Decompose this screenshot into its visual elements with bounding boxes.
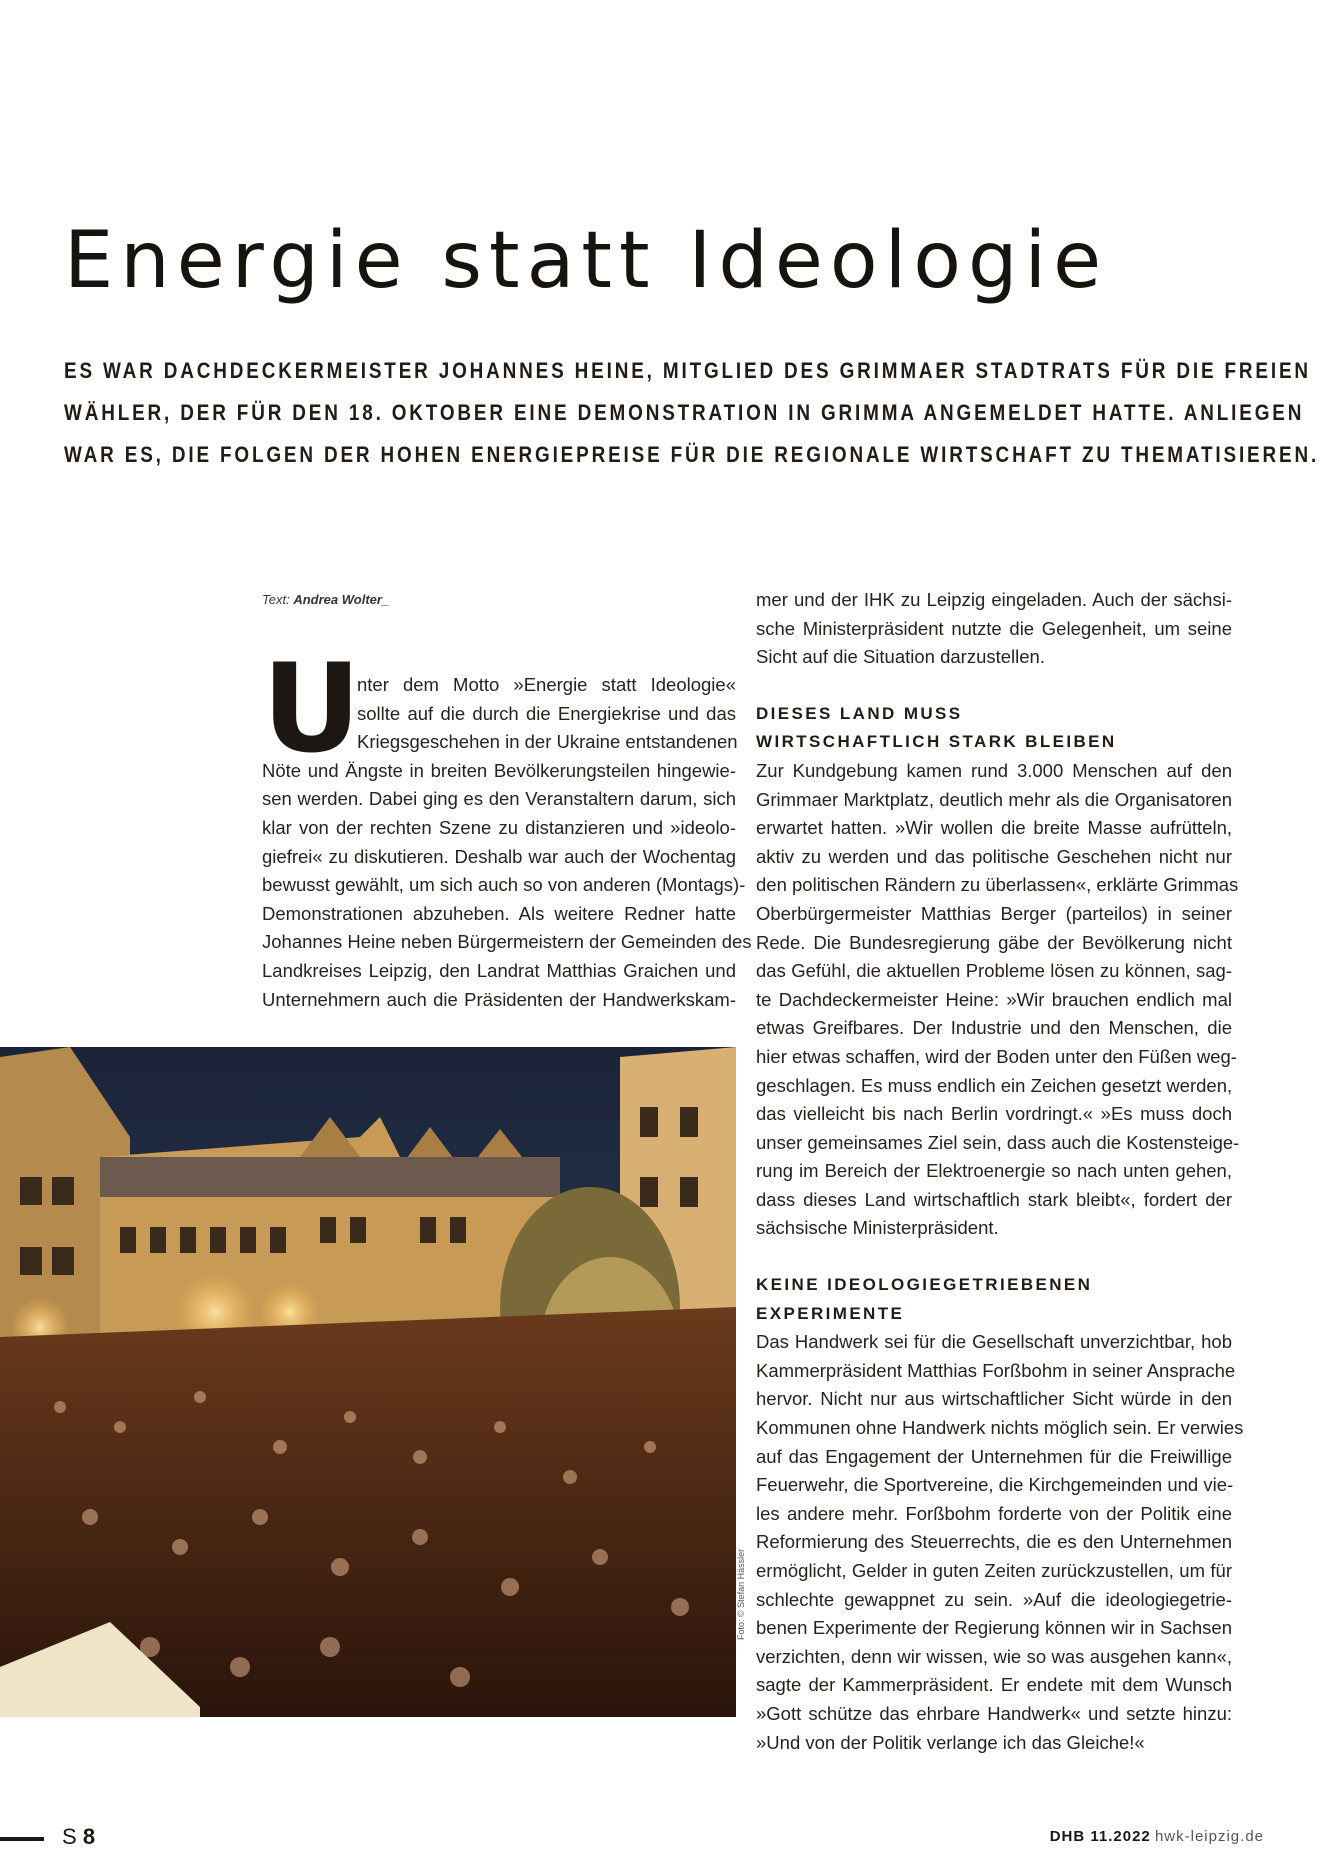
text-line: Johannes Heine neben Bürgermeistern der Gemeinden des xyxy=(262,931,752,953)
byline xyxy=(262,592,389,607)
text-line: Sicht auf die Situation darzustellen. xyxy=(756,646,1045,668)
subheading: DIESES LAND MUSS xyxy=(756,703,963,723)
magazine-issue: DHB 11.2022 xyxy=(1049,1828,1151,1845)
text-line: hervor. Nicht nur aus wirtschaftlicher Sicht würde in den xyxy=(756,1388,1232,1410)
text-line: unser gemeinsames Ziel sein, dass auch die Kostensteige- xyxy=(756,1131,1240,1153)
text-line: mer und der IHK zu Leipzig eingeladen. Auch der sächsi- xyxy=(756,589,1232,610)
text-line: auf das Engagement der Unternehmen für die Freiwillige xyxy=(756,1445,1232,1467)
lead-line: ES WAR DACHDECKERMEISTER JOHANNES HEINE, MITGLIED DES GRIMMAER STADTRATS FÜR DIE FREIEN xyxy=(64,358,1311,383)
footer-rule xyxy=(0,1837,44,1841)
text-line: sächsische Ministerpräsident. xyxy=(756,1217,999,1239)
magazine-footer xyxy=(1050,1828,1264,1845)
page-number xyxy=(62,1824,95,1850)
byline-author: Andrea Wolter_ xyxy=(293,592,390,607)
text-line: Landkreises Leipzig, den Landrat Matthias Graichen und xyxy=(262,959,736,981)
text-line: Oberbürgermeister Matthias Berger (parteilos) in seiner xyxy=(756,902,1232,924)
text-line: Nöte und Ängste in breiten Bevölkerungsteilen hingewie- xyxy=(262,759,736,781)
text-line: »Gott schütze das ehrbare Handwerk« und setzte hinzu: xyxy=(756,1702,1232,1724)
text-line: das Gefühl, die aktuellen Probleme lösen zu können, sag- xyxy=(756,960,1232,982)
website-link[interactable]: hwk-leipzig.de xyxy=(1154,1828,1264,1845)
column-right xyxy=(756,586,1244,1757)
subheading: WIRTSCHAFTLICH STARK BLEIBEN xyxy=(756,732,1117,752)
text-line: sen werden. Dabei ging es den Veranstaltern darum, sich xyxy=(262,788,736,810)
subheading: KEINE IDEOLOGIEGETRIEBENEN EXPERIMENTE xyxy=(756,1275,1093,1323)
text-line: den politischen Rändern zu überlassen«, erklärte Grimmas xyxy=(756,874,1239,896)
page-prefix: S xyxy=(62,1824,77,1849)
text-line: das vielleicht bis nach Berlin vordringt.« »Es muss doch xyxy=(756,1103,1232,1125)
text-line: Rede. Die Bundesregierung gäbe der Bevölkerung nicht xyxy=(756,931,1232,953)
text-line: hier etwas schaffen, wird der Boden unter den Füßen weg- xyxy=(756,1045,1237,1067)
photo-crowd-marketplace xyxy=(0,1047,736,1717)
text-line: Reformierung des Steuerrechts, die es den Unternehmen xyxy=(756,1531,1232,1553)
text-line: rung im Bereich der Elektroenergie so nach unten gehen, xyxy=(756,1160,1232,1182)
text-line: sche Ministerpräsident nutzte die Gelegenheit, um seine xyxy=(756,617,1232,639)
article-lead xyxy=(64,350,1320,476)
text-line: dass dieses Land wirtschaftlich stark bleibt«, fordert der xyxy=(756,1188,1232,1210)
text-line: etwas Greifbares. Der Industrie und den Menschen, die xyxy=(756,1017,1232,1039)
photo-credit: Foto: © Stefan Hässler xyxy=(736,1548,746,1640)
text-line: aktiv zu werden und das politische Geschehen nicht nur xyxy=(756,845,1232,867)
text-line: Das Handwerk sei für die Gesellschaft unverzichtbar, hob xyxy=(756,1331,1232,1353)
article-photo xyxy=(0,1047,736,1717)
text-line: »Und von der Politik verlange ich das Gleiche!« xyxy=(756,1731,1145,1753)
text-line: sagte der Kammerpräsident. Er endete mit dem Wunsch xyxy=(756,1674,1232,1696)
text-line: Kriegsgeschehen in der Ukraine entstandenen xyxy=(357,731,738,753)
text-line: les andere mehr. Forßbohm forderte von der Politik eine xyxy=(756,1502,1232,1524)
text-line: te Dachdeckermeister Heine: »Wir brauchen endlich mal xyxy=(756,988,1232,1010)
text-line: verzichten, denn wir wissen, wie so was ausgehen kann«, xyxy=(756,1645,1232,1667)
text-line: ermöglicht, Gelder in guten Zeiten zurückzustellen, um für xyxy=(756,1560,1232,1581)
drop-cap: U xyxy=(262,638,362,780)
text-line: Demonstrationen abzuheben. Als weitere Redner hatte xyxy=(262,902,736,924)
text-line: nter dem Motto »Energie statt Ideologie« xyxy=(357,674,736,695)
lead-line: WAR ES, DIE FOLGEN DER HOHEN ENERGIEPREISE FÜR DIE REGIONALE WIRTSCHAFT ZU THEMATISIEREN. xyxy=(64,442,1320,467)
text-line: giefrei« zu diskutieren. Deshalb war auch der Wochentag xyxy=(262,845,736,867)
lead-line: WÄHLER, DER FÜR DEN 18. OKTOBER EINE DEMONSTRATION IN GRIMMA ANGEMELDET HATTE. ANLIEGEN xyxy=(64,400,1305,425)
article-title: Energie statt Ideologie xyxy=(64,216,1109,306)
text-line: Grimmaer Marktplatz, deutlich mehr als die Organisatoren xyxy=(756,788,1232,810)
column-left xyxy=(262,671,752,1014)
text-line: bewusst gewählt, um sich auch so von anderen (Montags)- xyxy=(262,874,746,896)
byline-prefix: Text: xyxy=(262,592,294,607)
text-line: klar von der rechten Szene zu distanzieren und »ideolo- xyxy=(262,816,736,838)
text-line: Unternehmern auch die Präsidenten der Handwerkskam- xyxy=(262,988,736,1010)
text-line: Kammerpräsident Matthias Forßbohm in seiner Ansprache xyxy=(756,1359,1236,1381)
text-line: geschlagen. Es muss endlich ein Zeichen gesetzt werden, xyxy=(756,1074,1233,1096)
text-line: erwartet hatten. »Wir wollen die breite Masse aufrütteln, xyxy=(756,817,1232,839)
text-line: Zur Kundgebung kamen rund 3.000 Menschen auf den xyxy=(756,759,1232,781)
page-num: 8 xyxy=(82,1824,96,1849)
text-line: benen Experimente der Regierung können wir in Sachsen xyxy=(756,1617,1232,1639)
text-line: Feuerwehr, die Sportvereine, die Kirchgemeinden und vie- xyxy=(756,1474,1234,1496)
text-line: schlechte gewappnet zu sein. »Auf die ideologiegetrie- xyxy=(756,1588,1232,1610)
text-line: sollte auf die durch die Energiekrise und das xyxy=(357,702,736,724)
text-line: Kommunen ohne Handwerk nichts möglich sein. Er verwies xyxy=(756,1417,1244,1439)
